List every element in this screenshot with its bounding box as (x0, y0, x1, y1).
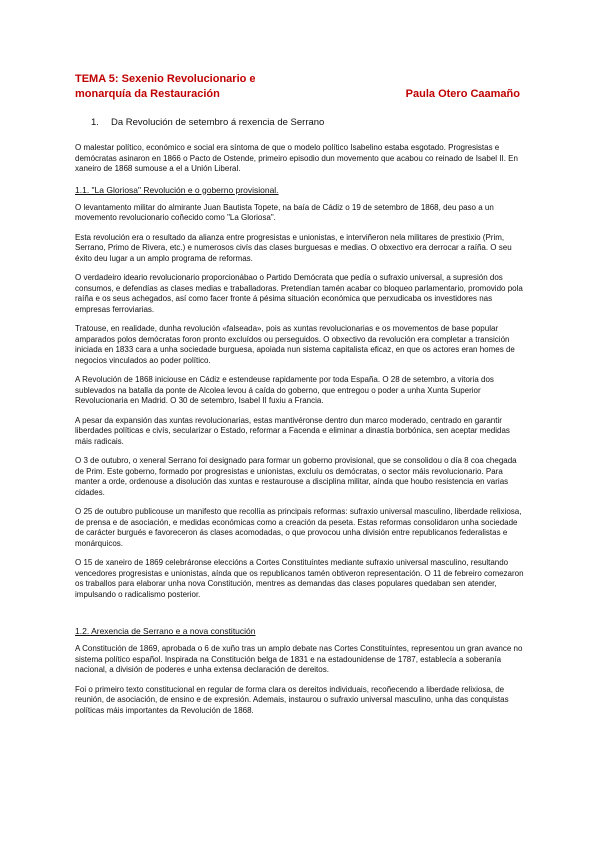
paragraph: A Revolución de 1868 iniciouse en Cádiz e estendeuse rapidamente por toda España. O 28 de setembro, a vitoria dos sublevados na batalla da ponte de Alcolea levou á caída do goberno, que entregou o poder a unha Xunta Superior Revolucionaria en Madrid. O 30 de setembro, Isabel II fuxiu a Francia. (75, 375, 494, 405)
spacer (75, 609, 527, 625)
section-title: Da Revolución de setembro á rexencia de Serrano (111, 117, 325, 128)
paragraph: O verdadeiro ideario revolucionario proporcionábao o Partido Demócrata que pedía o sufraxio universal, a supresión dos consumos, e defendías as clases medias e traballadoras. Pretendían tamén acabar co bloqueo parlamentario, promovido pola raíña e os seus achegados, así como facer fronte á pésima situación económica que perxudicaba os investidores nas empresas ferroviarias. (75, 273, 523, 314)
paragraph: A Constitución de 1869, aprobada o 6 de xuño tras un amplo debate nas Cortes Constituíntes, representou un gran avance no sistema político español. Inspirada na Constitución belga de 1831 e na estadounidense de 1787, establecía a soberanía nacional, a división de poderes e unha extensa declaración de dereitos. (75, 644, 523, 674)
title-line-1: TEMA 5: Sexenio Revolucionario e (75, 73, 256, 85)
paragraph: O levantamento militar do almirante Juan Bautista Topete, na baía de Cádiz o 19 de setembro de 1868, deu paso a un movemento revolucionario coñecido como "La Gloriosa". (75, 202, 494, 222)
section-heading (91, 116, 527, 129)
paragraph: Esta revolución era o resultado da alianza entre progresistas e unionistas, e interviñeron nela militares de prestixio (Prim, Serrano, Primo de Rivera, etc.) e numerosos civís das clases burguesas e medias. O obxectivo era derrocar a raíña. O seu éxito deu lugar a un amplo programa de reformas. (75, 232, 512, 263)
subsection-heading-1-1: 1.1. "La Gloriosa" Revolución e o goberno provisional. (75, 184, 279, 195)
paragraph: O 3 de outubro, o xeneral Serrano foi designado para formar un goberno provisional, que se consolidou o día 8 coa chegada de Prim. Este goberno, formado por progresistas e unionistas, excluíu os demócratas, o sector máis revolucionario. Para manter a orde, ordenouse a disolución das xuntas e restaurouse a disciplina militar, aínda que houbo resistencia en varias cidades. (75, 456, 517, 497)
paragraph: O 25 de outubro publicouse un manifesto que recollía as principais reformas: sufraxio universal masculino, liberdade relixiosa, de prensa e de asociación, e medidas económicas como a creación da peseta. Estas reformas consolidaron unha sociedade de carácter burgués e favoreceron ás clases acomodadas, o que provocou unha división entre republicanos federalistas e monárquicos. (75, 507, 522, 548)
paragraph: A pesar da expansión das xuntas revolucionarias, estas mantivéronse dentro dun marco moderado, centrado en garantir liberdades políticas e civís, secularizar o Estado, reformar a Facenda e eliminar a dinastía borbónica, sen aceptar medidas máis radicais. (75, 415, 510, 446)
author-name: Paula Otero Caamaño (405, 88, 520, 100)
section-number: 1. (91, 117, 99, 128)
subsection-heading-1-2: 1.2. Arexencia de Serrano e a nova constitución (75, 626, 256, 636)
document-title (75, 72, 256, 102)
title-line-2: monarquía da Restauración (75, 88, 220, 100)
paragraph: Tratouse, en realidade, dunha revolución «falseada», pois as xuntas revolucionarias e os movementos de base popular amparados polos demócratas foron pronto excluídos ou perseguidos. O obxectivo da revolución era completar a transición iniciada en 1833 cara a unha sociedade burguesa, apoiada nun sistema capitalista eficaz, en que os actores eran homes de negocios vinculados ao poder político. (75, 324, 515, 365)
intro-paragraph: O malestar político, económico e social era síntoma de que o modelo político Isabelino estaba esgotado. Progresistas e demócratas asinaron en 1866 o Pacto de Ostende, primeiro episodio dun movemento que acabou co reinado de Isabel II. En xaneiro de 1868 sumouse a el a Unión Liberal. (75, 143, 518, 173)
paragraph: Foi o primeiro texto constitucional en regular de forma clara os dereitos individuais, recoñecendo a liberdade relixiosa, de reunión, de asociación, de ensino e de expresión. Ademais, instaurou o sufraxio universal masculino, unha das conquistas políticas máis importantes da Revolución de 1868. (75, 684, 509, 715)
paragraph: O 15 de xaneiro de 1869 celebráronse eleccións a Cortes Constituíntes mediante sufraxio universal masculino, resultando vencedores progresistas e unionistas, aínda que os republicanos tamén obtiveron representación. O 11 de febreiro comezaron os traballos para elaborar unha nova Constitución, mentres as demandas das clases populares quedaban sen atender, impulsando o radicalismo posterior. (75, 558, 524, 599)
document-body (75, 116, 527, 725)
